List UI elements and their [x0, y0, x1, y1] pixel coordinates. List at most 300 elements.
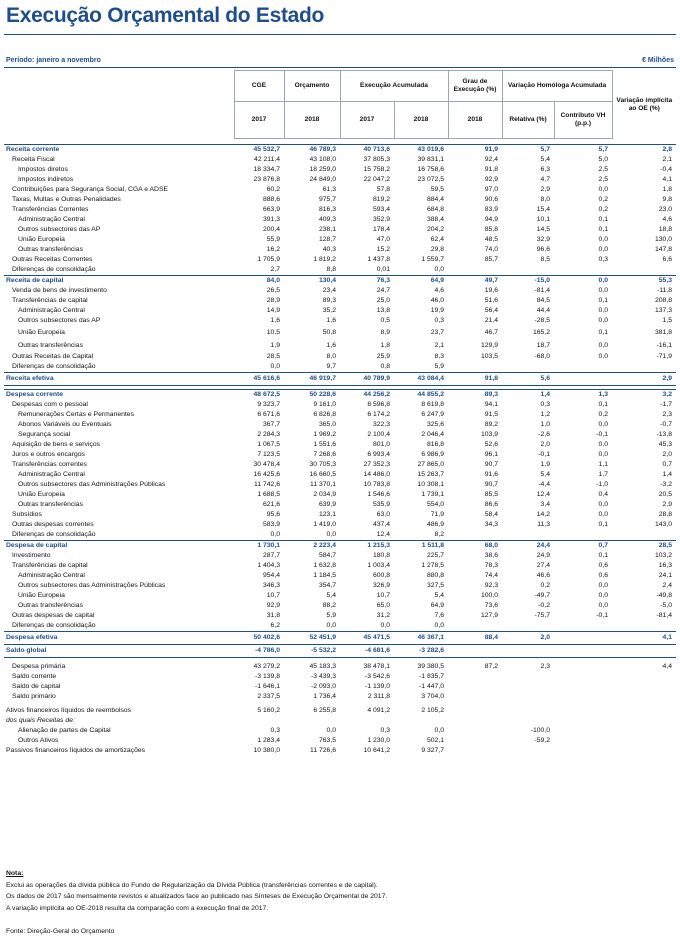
row-label: Outras transferências — [18, 501, 83, 508]
row-value: 200,4 — [262, 226, 280, 233]
row-value: 6 255,8 — [313, 706, 336, 714]
row-value: -0,4 — [660, 166, 672, 173]
row-value: 22 047,2 — [363, 176, 390, 183]
row-value: 1,0 — [540, 421, 550, 428]
row-value: 92,3 — [484, 582, 498, 589]
row-value: 48,5 — [484, 236, 498, 243]
row-value: 1,1 — [598, 461, 608, 468]
row-value: 3,2 — [612, 390, 676, 401]
row-value: 0,0 — [598, 421, 608, 428]
row-value — [502, 716, 554, 726]
row-value — [612, 716, 676, 726]
row-value: 0,0 — [326, 531, 336, 538]
row-value: 0,0 — [598, 582, 608, 589]
table-row — [4, 440, 676, 450]
row-value — [448, 692, 502, 702]
row-value: 40,3 — [322, 246, 336, 253]
row-value: 322,3 — [372, 421, 390, 428]
row-value: 502,1 — [426, 736, 444, 744]
table-row — [4, 500, 676, 510]
row-value: 23,4 — [322, 287, 336, 294]
row-value: 6 993,4 — [367, 451, 390, 458]
table-row — [4, 145, 676, 156]
row-value: 2 223,4 — [284, 541, 340, 552]
row-label: Despesa efetiva — [4, 632, 234, 645]
table-row — [4, 736, 676, 746]
row-label: Juros e outros encargos — [12, 451, 85, 458]
row-value: 74,4 — [484, 572, 498, 579]
row-value: 0,8 — [380, 363, 390, 370]
row-value: 8,9 — [380, 328, 390, 336]
row-value: 3,4 — [540, 501, 550, 508]
row-value — [612, 682, 676, 692]
table-row — [4, 530, 676, 541]
row-value: 15 758,2 — [363, 166, 390, 173]
row-value: 0,0 — [326, 726, 336, 734]
row-value — [448, 746, 502, 756]
row-label: União Europeia — [18, 236, 65, 243]
source-line: Fonte: Direção-Geral do Orçamento — [6, 928, 115, 935]
row-value: 2,9 — [540, 186, 550, 193]
row-value: 816,8 — [426, 441, 444, 448]
row-value — [554, 716, 612, 726]
row-label: Impostos diretos — [18, 166, 68, 173]
row-value: 8 596,8 — [367, 401, 390, 408]
row-value: 31,8 — [266, 612, 280, 619]
row-value: 0,2 — [598, 206, 608, 213]
row-value: 48 672,5 — [234, 390, 284, 401]
row-label: União Europeia — [18, 491, 65, 498]
row-label: Administração Central — [18, 216, 85, 223]
table-row — [4, 692, 676, 702]
row-value — [502, 265, 554, 276]
row-value: 0,3 — [598, 256, 608, 263]
row-value — [234, 716, 284, 726]
row-value: 76,3 — [340, 276, 394, 287]
row-value: 0,3 — [380, 726, 390, 734]
row-label: Outros Ativos — [18, 736, 59, 744]
row-value: 127,9 — [480, 612, 498, 619]
row-value: 74,0 — [484, 246, 498, 253]
row-value: 1 215,3 — [340, 541, 394, 552]
row-value: 639,9 — [318, 501, 336, 508]
row-value: 9 327,7 — [421, 746, 444, 754]
row-value: -2,6 — [538, 431, 550, 438]
row-value — [284, 716, 340, 726]
row-value: 0,6 — [598, 572, 608, 579]
row-value: -49,8 — [656, 592, 672, 599]
row-value — [554, 621, 612, 632]
notes-heading: Nota: — [6, 870, 24, 877]
row-value: 24,1 — [658, 572, 672, 579]
row-value: 89,3 — [448, 390, 502, 401]
row-value: 391,3 — [262, 216, 280, 223]
row-value: 819,2 — [372, 196, 390, 203]
row-value: 1,8 — [380, 341, 390, 349]
row-value: -0,1 — [596, 431, 608, 438]
row-value: 64,9 — [430, 602, 444, 609]
row-value: 1 730,1 — [234, 541, 284, 552]
row-value: 0,0 — [380, 622, 390, 629]
row-value — [612, 672, 676, 682]
row-label: Despesa corrente — [4, 390, 234, 401]
row-value: 0,0 — [598, 451, 608, 458]
row-value: 62,4 — [430, 236, 444, 243]
row-label: Diferenças de consolidação — [12, 531, 96, 538]
table-row — [4, 326, 676, 339]
row-value: 0,0 — [598, 236, 608, 243]
row-value: 1,4 — [502, 390, 554, 401]
row-value: -3,2 — [660, 481, 672, 488]
row-value: 0,0 — [598, 353, 608, 360]
row-value: 23 072,5 — [417, 176, 444, 183]
row-label: Venda de bens de investimento — [12, 287, 107, 294]
table-row — [4, 276, 676, 287]
row-value: 14,9 — [266, 307, 280, 314]
row-value — [502, 706, 554, 716]
row-value: 94,9 — [484, 216, 498, 223]
row-value: 367,7 — [262, 421, 280, 428]
table-row — [4, 165, 676, 175]
row-value: 409,3 — [318, 216, 336, 223]
row-value: 2,4 — [662, 582, 672, 589]
row-value: 24 849,0 — [309, 176, 336, 183]
row-value: 1 559,7 — [421, 256, 444, 263]
row-value: 584,7 — [318, 552, 336, 559]
row-value: 6 986,9 — [421, 451, 444, 458]
table-row — [4, 645, 676, 658]
row-value: 2 311,8 — [367, 692, 390, 700]
row-value: 18,8 — [658, 226, 672, 233]
row-value: 42 211,4 — [254, 156, 280, 163]
row-value: 58,4 — [484, 511, 498, 518]
row-value: 0,1 — [598, 328, 608, 336]
unit-label: € Milhões — [642, 57, 674, 64]
row-value: 1,9 — [270, 341, 280, 349]
row-value: 5,4 — [540, 156, 550, 163]
row-value: 18 259,0 — [309, 166, 336, 173]
row-value: 40 713,6 — [340, 145, 394, 156]
row-value — [612, 692, 676, 702]
row-value: 47,0 — [376, 236, 390, 243]
row-value: 2,1 — [434, 341, 444, 349]
period-bar — [4, 57, 676, 67]
row-label: Despesa de capital — [4, 541, 234, 552]
row-value: -0,1 — [538, 451, 550, 458]
table-row — [4, 706, 676, 716]
row-value: 1 705,9 — [257, 256, 280, 263]
row-value: 40 789,9 — [340, 373, 394, 386]
row-value: 23 876,8 — [253, 176, 280, 183]
row-value: 600,8 — [372, 572, 390, 579]
row-label: Outras transferências — [18, 246, 83, 253]
row-label: Contribuições para Segurança Social, CGA e ADSE — [12, 186, 169, 193]
table-row — [4, 726, 676, 736]
row-value: 0,1 — [598, 552, 608, 559]
row-value — [448, 362, 502, 373]
row-value: 5,9 — [434, 363, 444, 370]
row-value: 15,4 — [536, 206, 550, 213]
row-value: 5,7 — [554, 145, 612, 156]
row-value: 1 278,5 — [421, 562, 444, 569]
row-value: 10 641,2 — [363, 746, 390, 754]
row-value: 60,2 — [266, 186, 280, 193]
row-value: 0,0 — [598, 186, 608, 193]
header-year-exec-2017: 2017 — [340, 102, 394, 139]
header-execucao: Execução Acumulada — [340, 71, 448, 102]
row-value: 29,8 — [430, 246, 444, 253]
row-value: 2,9 — [612, 373, 676, 386]
row-value: 178,4 — [372, 226, 390, 233]
row-value: 1 184,5 — [313, 572, 336, 579]
row-value: -59,2 — [534, 736, 550, 744]
row-value: 35,2 — [322, 307, 336, 314]
row-value: 25,0 — [376, 297, 390, 304]
note-line: A variação implícita ao OE-2018 resulta da comparação com a execução final de 2017. — [6, 904, 269, 912]
table-row — [4, 195, 676, 205]
row-value: 71,9 — [430, 511, 444, 518]
row-value: 83,9 — [484, 206, 498, 213]
row-value: 5,7 — [502, 145, 554, 156]
row-value: 5,4 — [434, 592, 444, 599]
row-value — [554, 362, 612, 373]
row-value: 65,0 — [376, 602, 390, 609]
header-year-exec-2018: 2018 — [394, 102, 448, 139]
row-value: 1,8 — [662, 186, 672, 193]
table-row — [4, 551, 676, 561]
row-value: -71,9 — [656, 353, 672, 360]
row-value: 0,0 — [598, 602, 608, 609]
row-value: 10,5 — [266, 328, 280, 336]
row-value: -3 542,6 — [365, 672, 390, 680]
row-value: -2 093,0 — [311, 682, 336, 690]
header-year-grau: 2018 — [448, 102, 502, 139]
row-value: 18 334,7 — [253, 166, 280, 173]
period-label: Período: janeiro a novembro — [6, 57, 101, 64]
row-value — [394, 716, 448, 726]
row-value: 91,8 — [484, 166, 498, 173]
row-value: 1,2 — [540, 411, 550, 418]
table-row — [4, 390, 676, 401]
row-value: 880,8 — [426, 572, 444, 579]
row-value — [554, 746, 612, 756]
table-row — [4, 480, 676, 490]
row-value — [612, 746, 676, 756]
table-row — [4, 400, 676, 410]
table-row — [4, 185, 676, 195]
row-value: 0,7 — [554, 541, 612, 552]
row-value: 16,3 — [658, 562, 672, 569]
table-row — [4, 410, 676, 420]
row-label: Segurança social — [18, 431, 71, 438]
header-year-orcamento: 2018 — [284, 102, 340, 139]
row-label: Outras despesas correntes — [12, 521, 94, 528]
row-value: 51,6 — [484, 297, 498, 304]
row-value: 0,1 — [598, 521, 608, 528]
table-row — [4, 520, 676, 530]
row-value: 388,4 — [426, 216, 444, 223]
row-value: 5,4 — [540, 471, 550, 478]
row-value: 46 367,1 — [394, 632, 448, 645]
table-row — [4, 225, 676, 235]
row-label: Outros subsectores das Administrações Públicas — [18, 481, 166, 488]
row-label: Subsídios — [12, 511, 42, 518]
title-divider — [4, 34, 676, 35]
row-value: -1 139,0 — [365, 682, 390, 690]
row-label: Diferenças de consolidação — [12, 622, 96, 629]
row-value: 0,6 — [598, 562, 608, 569]
row-value: 0,2 — [540, 582, 550, 589]
row-label: Taxas, Multas e Outras Penalidades — [12, 196, 121, 203]
row-value: 1 739,1 — [421, 491, 444, 498]
row-value: 45,3 — [658, 441, 672, 448]
row-value: 45 616,6 — [234, 373, 284, 386]
row-value — [554, 672, 612, 682]
row-value: 6 174,2 — [367, 411, 390, 418]
table-row — [4, 316, 676, 326]
row-value: -5 532,2 — [284, 645, 340, 658]
row-value: 64,9 — [394, 276, 448, 287]
row-value: 437,4 — [372, 521, 390, 528]
row-value: 137,3 — [654, 307, 672, 314]
row-value: 5,4 — [326, 592, 336, 599]
row-value: 663,9 — [262, 206, 280, 213]
row-value: 204,2 — [426, 226, 444, 233]
row-value: 2,1 — [662, 156, 672, 163]
row-value: 43 019,6 — [394, 145, 448, 156]
row-value: 90,6 — [484, 196, 498, 203]
row-value: 180,8 — [372, 552, 390, 559]
row-value: 8 619,8 — [421, 401, 444, 408]
row-value: 73,6 — [484, 602, 498, 609]
row-value: 57,8 — [376, 186, 390, 193]
table-row — [4, 746, 676, 756]
row-value: 91,6 — [484, 471, 498, 478]
row-label: Administração Central — [18, 307, 85, 314]
row-value: 95,6 — [266, 511, 280, 518]
row-value: 27 865,0 — [417, 461, 444, 468]
row-value — [448, 621, 502, 632]
row-value: 4,6 — [662, 216, 672, 223]
row-value: 1,6 — [270, 317, 280, 324]
row-value: 0,0 — [598, 501, 608, 508]
row-value: 238,1 — [318, 226, 336, 233]
row-value: 10,7 — [266, 592, 280, 599]
row-value: 0,3 — [270, 726, 280, 734]
table-row — [4, 286, 676, 296]
row-value: 8,2 — [434, 531, 444, 538]
row-value: 4,7 — [540, 176, 550, 183]
row-value: -68,0 — [534, 353, 550, 360]
row-value — [554, 373, 612, 386]
row-value: 1 511,8 — [394, 541, 448, 552]
row-value: 1 003,4 — [367, 562, 390, 569]
row-value: 10,1 — [536, 216, 550, 223]
row-value: 52,6 — [484, 441, 498, 448]
table-row — [4, 352, 676, 362]
column-headers — [4, 70, 676, 139]
row-value: 225,7 — [426, 552, 444, 559]
header-cge: CGE — [234, 71, 284, 102]
row-value: 1 819,2 — [313, 256, 336, 263]
row-value: 2,7 — [270, 266, 280, 273]
row-value: -3 282,6 — [394, 645, 448, 658]
table-row — [4, 541, 676, 552]
row-value: 10 308,1 — [417, 481, 444, 488]
row-value: 30 478,4 — [253, 461, 280, 468]
note-line: Exclui as operações da dívida pública do Fundo de Regularização da Dívida Pública (transferências correntes e de capital). — [6, 881, 378, 889]
row-value: 4,1 — [612, 632, 676, 645]
row-value: 9,8 — [662, 196, 672, 203]
row-value: 975,7 — [318, 196, 336, 203]
table-row — [4, 155, 676, 165]
row-value: 44 256,2 — [340, 390, 394, 401]
row-value: 44 855,2 — [394, 390, 448, 401]
row-value: 2,3 — [662, 411, 672, 418]
row-value: 1 969,2 — [313, 431, 336, 438]
row-value: 147,8 — [654, 246, 672, 253]
row-value: 8,5 — [540, 256, 550, 263]
table-row — [4, 306, 676, 316]
row-value: 91,5 — [484, 411, 498, 418]
row-value: 39 831,1 — [417, 156, 444, 163]
row-value: 354,7 — [318, 582, 336, 589]
row-value — [554, 645, 612, 658]
row-value: 16 425,6 — [253, 471, 280, 478]
row-value: -0,2 — [538, 602, 550, 609]
row-value: 4 091,2 — [367, 706, 390, 714]
row-label: Outras Receitas Correntes — [12, 256, 93, 263]
row-value — [612, 362, 676, 373]
row-value: 49,7 — [448, 276, 502, 287]
row-value: 325,6 — [426, 421, 444, 428]
row-value: 2 046,4 — [421, 431, 444, 438]
row-value: 0,5 — [380, 317, 390, 324]
row-value — [554, 530, 612, 541]
row-value: -81,4 — [656, 612, 672, 619]
row-value — [612, 736, 676, 746]
row-value: 23,0 — [658, 206, 672, 213]
row-value: 19,9 — [430, 307, 444, 314]
row-value: 1 437,8 — [367, 256, 390, 263]
row-value: 7 123,5 — [257, 451, 280, 458]
row-value: 554,0 — [426, 501, 444, 508]
row-value — [448, 265, 502, 276]
header-variacao: Variação Homóloga Acumulada — [502, 71, 612, 102]
row-value — [448, 706, 502, 716]
row-value: 1 230,0 — [367, 736, 390, 744]
row-value: -11,8 — [657, 287, 672, 294]
row-value: 143,0 — [654, 521, 672, 528]
row-value — [554, 265, 612, 276]
row-value: 15,2 — [376, 246, 390, 253]
row-value: 0,0 — [598, 246, 608, 253]
row-value: -1,0 — [596, 481, 608, 488]
row-label: Despesas com o pessoal — [12, 401, 88, 408]
row-value: 5,9 — [326, 612, 336, 619]
table-row — [4, 662, 676, 672]
row-value: 68,0 — [448, 541, 502, 552]
row-value: 13,8 — [376, 307, 390, 314]
row-value: 0,0 — [434, 266, 444, 273]
row-value: 6,3 — [540, 166, 550, 173]
row-value — [502, 746, 554, 756]
row-value: 78,3 — [484, 562, 498, 569]
row-value: 45 471,5 — [340, 632, 394, 645]
row-value: 123,1 — [318, 511, 336, 518]
row-value: -1 447,0 — [419, 682, 444, 690]
row-value: 46 789,3 — [284, 145, 340, 156]
